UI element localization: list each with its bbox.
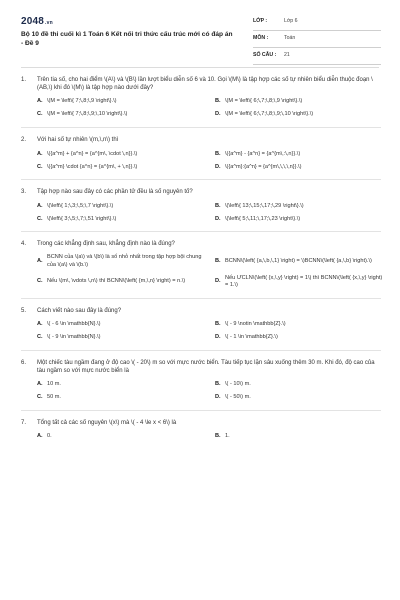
question-number: 6.	[21, 359, 27, 366]
question-7	[21, 419, 381, 441]
option-c[interactable]	[37, 111, 209, 119]
option-letter: D.	[215, 333, 221, 340]
option-letter: A.	[37, 433, 43, 440]
option-letter: A.	[37, 202, 43, 209]
option-text: \({a^m} - {a^n} = {a^{m\,:\,n}}.\)	[225, 150, 301, 157]
option-a[interactable]	[37, 381, 209, 389]
option-text: \( - 50\) m.	[225, 394, 251, 401]
option-text: \(M = \left\{ 6;\,7;\,8;\,9;\,10 \right\}.\)	[225, 111, 314, 118]
option-letter: D.	[215, 394, 221, 401]
option-text: \({a^m} + {a^n} = {a^{m\, \cdot \,n}}.\)	[47, 150, 138, 157]
option-a[interactable]	[37, 321, 209, 329]
option-text: \(\left\{ 1;\,3;\,5;\,7 \right\}.\)	[47, 202, 114, 209]
option-b[interactable]	[215, 321, 387, 329]
question-divider	[21, 350, 381, 351]
option-text: 10 m.	[47, 381, 61, 388]
brand-name: 2048	[21, 16, 45, 27]
question-2	[21, 136, 381, 171]
option-d[interactable]	[215, 111, 387, 119]
question-divider	[21, 179, 381, 180]
option-a[interactable]	[37, 254, 209, 269]
option-letter: D.	[215, 163, 221, 170]
meta-row-class	[253, 14, 381, 31]
question-divider	[21, 127, 381, 128]
option-text: \( - 9 \in \mathbb{N}.\)	[47, 333, 101, 340]
option-text: \({a^m}:{a^n} = {a^{m\,\,\,\,n}}.\)	[225, 163, 302, 170]
brand-suffix: .vn	[45, 20, 53, 26]
meta-label: LỚP :	[253, 18, 268, 25]
question-number: 7.	[21, 419, 27, 426]
option-c[interactable]	[37, 163, 209, 171]
meta-value: 21	[284, 52, 290, 59]
option-letter: B.	[215, 150, 221, 157]
option-text: \( - 10\) m.	[225, 381, 251, 388]
option-text: \(\left\{ 13;\,15;\,17;\,29 \right\}.\)	[225, 202, 304, 209]
option-d[interactable]	[215, 334, 387, 342]
option-letter: A.	[37, 258, 43, 265]
option-letter: A.	[37, 381, 43, 388]
option-text: \(M = \left\{ 6;\,7;\,8;\,9 \right\}.\)	[225, 98, 303, 105]
option-c[interactable]	[37, 334, 209, 342]
option-text: \({a^m} \cdot {a^n} = {a^{m\, + \,n}}.\)	[47, 163, 138, 170]
option-letter: C.	[37, 278, 43, 285]
question-number: 4.	[21, 241, 27, 248]
option-letter: B.	[215, 202, 221, 209]
option-text: \(\left\{ 5;\,11;\,17;\,23 \right\}.\)	[225, 215, 301, 222]
question-divider	[21, 231, 381, 232]
option-text: BCNN của \(a\) và \(b\) là số nhỏ nhất trong tập hợp bội chung của \(a\) và \(b.\)	[47, 254, 202, 269]
option-letter: B.	[215, 258, 221, 265]
option-text: Nếu ƯCLN\(\left( {x,\,y} \right) = 1\) thì BCNN\(\left( {x,\,y} \right) = 1.\)	[225, 274, 383, 289]
option-b[interactable]	[215, 433, 387, 441]
option-letter: C.	[37, 215, 43, 222]
option-text: Nếu \(m\, \vdots \,n\) thì BCNN\(\left( {m,\,n} \right) = n.\)	[47, 278, 186, 285]
option-letter: C.	[37, 111, 43, 118]
option-text: 0.	[47, 433, 52, 440]
option-d[interactable]	[215, 163, 387, 171]
question-text: Một chiếc tàu ngầm đang ở độ cao \( - 20\) m so với mực nước biển. Tàu tiếp tục lặn sâu xuống thêm 30 m. Khi đó, độ cao của tàu ngầm so với mực nước biển là	[37, 359, 375, 374]
option-letter: A.	[37, 320, 43, 327]
question-number: 3.	[21, 189, 27, 196]
option-a[interactable]	[37, 98, 209, 106]
question-5	[21, 307, 381, 342]
meta-label: SỐ CÂU :	[253, 52, 277, 59]
header-divider	[21, 67, 379, 68]
meta-row-subject	[253, 31, 381, 48]
option-letter: C.	[37, 333, 43, 340]
option-letter: B.	[215, 433, 221, 440]
option-letter: C.	[37, 163, 43, 170]
question-text: Trên tia số, cho hai điểm \(A\) và \(B\) lần lượt biểu diễn số 6 và 10. Gọi \(M\) là tập hợp các số tự nhiên biểu diễn thuộc đoạn \(AB,\) khi đó \(M\) là tập hợp nào dưới đây?	[37, 77, 373, 92]
option-letter: A.	[37, 98, 43, 105]
question-divider	[21, 410, 381, 411]
question-list	[21, 76, 381, 449]
option-letter: A.	[37, 150, 43, 157]
option-b[interactable]	[215, 98, 387, 106]
option-text: 50 m.	[47, 394, 61, 401]
meta-row-count	[253, 48, 381, 65]
option-text: \( - 6 \in \mathbb{N}.\)	[47, 320, 101, 327]
question-text: Trong các khẳng định sau, khẳng định nào là đúng?	[37, 241, 175, 248]
option-text: BCNN\(\left( {a,\,b,\,1} \right) = \)BCNN\(\left( {a,\,b} \right).\)	[225, 258, 372, 265]
question-3	[21, 188, 381, 223]
option-letter: B.	[215, 320, 221, 327]
option-a[interactable]	[37, 202, 209, 210]
option-letter: B.	[215, 381, 221, 388]
option-d[interactable]	[215, 215, 387, 223]
meta-value: Toán	[284, 35, 296, 42]
option-d[interactable]	[215, 275, 387, 290]
option-letter: D.	[215, 278, 221, 285]
option-a[interactable]	[37, 433, 209, 441]
option-text: \( - 9 \notin \mathbb{Z}.\)	[225, 320, 286, 327]
option-b[interactable]	[215, 381, 387, 389]
question-text: Tập hợp nào sau đây có các phần tử đều là số nguyên tố?	[37, 189, 193, 196]
option-c[interactable]	[37, 215, 209, 223]
meta-label: MÔN :	[253, 35, 269, 42]
question-number: 5.	[21, 307, 27, 314]
option-letter: B.	[215, 98, 221, 105]
option-text: \(\left\{ 3;\,5;\,7;\,51 \right\}.\)	[47, 215, 117, 222]
option-text: \(M = \left\{ 7;\,8;\,9 \right\}.\)	[47, 98, 117, 105]
question-1	[21, 76, 381, 119]
option-b[interactable]	[215, 202, 387, 210]
question-4	[21, 240, 381, 289]
option-letter: C.	[37, 394, 43, 401]
meta-value: Lớp 6	[284, 18, 298, 25]
question-number: 1.	[21, 77, 27, 83]
question-number: 2.	[21, 137, 27, 144]
option-d[interactable]	[215, 394, 387, 402]
option-text: \(M = \left\{ 7;\,8;\,9;\,10 \right\}.\)	[47, 111, 128, 118]
option-a[interactable]	[37, 150, 209, 158]
question-6	[21, 359, 381, 402]
option-c[interactable]	[37, 394, 209, 402]
option-b[interactable]	[215, 254, 387, 269]
meta-info	[253, 14, 381, 65]
question-text: Tổng tất cả các số nguyên \(x\) mà \( - 4 \le x < 6\) là	[37, 419, 177, 426]
page-title: Bộ 10 đề thi cuối kì 1 Toán 6 Kết nối tri thức cấu trúc mới có đáp án - Đề 9	[21, 31, 233, 47]
option-text: \( - 1 \in \mathbb{Z}.\)	[225, 333, 278, 340]
question-text: Cách viết nào sau đây là đúng?	[37, 307, 122, 314]
brand-logo[interactable]	[21, 15, 53, 29]
option-letter: D.	[215, 111, 221, 118]
option-c[interactable]	[37, 275, 209, 290]
option-b[interactable]	[215, 150, 387, 158]
option-text: 1.	[225, 433, 230, 440]
question-divider	[21, 298, 381, 299]
question-text: Với hai số tự nhiên \(m,\,n\) thì	[37, 137, 119, 144]
option-letter: D.	[215, 215, 221, 222]
